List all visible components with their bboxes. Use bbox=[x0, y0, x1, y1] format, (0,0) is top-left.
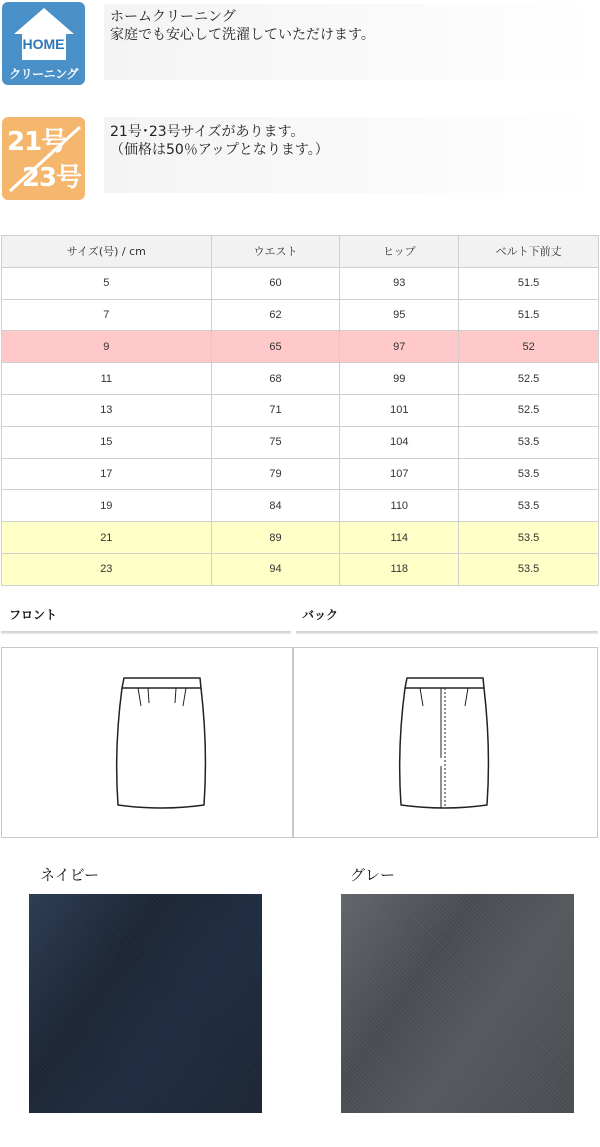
table-row bbox=[2, 458, 599, 490]
cell-front-length: 53.5 bbox=[459, 426, 599, 458]
skirt-front-drawing bbox=[2, 648, 292, 837]
cell-size: 11 bbox=[2, 363, 212, 395]
size-badge-23: 23号 bbox=[21, 163, 81, 193]
table-row bbox=[2, 331, 599, 363]
large-size-title: 21号･23号サイズがあります。 bbox=[110, 124, 305, 140]
home-badge-word: HOME bbox=[22, 36, 65, 52]
front-illustration-panel bbox=[1, 647, 293, 838]
size-chart-table bbox=[1, 235, 599, 586]
cell-size: 9 bbox=[2, 331, 212, 363]
back-view-label: バック bbox=[302, 608, 339, 622]
cell-hip: 95 bbox=[340, 299, 459, 331]
cell-front-length: 52.5 bbox=[459, 394, 599, 426]
cell-hip: 107 bbox=[340, 458, 459, 490]
cell-front-length: 51.5 bbox=[459, 299, 599, 331]
cell-front-length: 52 bbox=[459, 331, 599, 363]
table-row bbox=[2, 363, 599, 395]
home-badge-caption: クリーニング bbox=[9, 67, 78, 81]
cell-front-length: 53.5 bbox=[459, 490, 599, 522]
cell-size: 15 bbox=[2, 426, 212, 458]
size-badge-21: 21号 bbox=[7, 127, 67, 157]
large-size-text bbox=[104, 117, 594, 193]
gray-fabric-swatch[interactable] bbox=[341, 894, 574, 1113]
navy-fabric-swatch[interactable] bbox=[29, 894, 262, 1113]
size-21-23-badge bbox=[2, 117, 85, 200]
cell-hip: 99 bbox=[340, 363, 459, 395]
large-size-note: （価格は50％アップとなります。） bbox=[110, 142, 329, 158]
skirt-back-drawing bbox=[294, 648, 597, 837]
navy-color-label: ネイビー bbox=[40, 866, 100, 884]
cell-hip: 114 bbox=[340, 522, 459, 554]
table-row bbox=[2, 267, 599, 299]
cell-hip: 110 bbox=[340, 490, 459, 522]
cell-size: 5 bbox=[2, 267, 212, 299]
home-cleaning-title: ホームクリーニング bbox=[110, 9, 236, 25]
home-cleaning-description: 家庭でも安心して洗濯していただけます。 bbox=[110, 27, 375, 43]
cell-hip: 118 bbox=[340, 553, 459, 585]
table-row bbox=[2, 490, 599, 522]
house-icon bbox=[12, 6, 76, 62]
gray-color-label: グレー bbox=[350, 866, 396, 884]
cell-hip: 104 bbox=[340, 426, 459, 458]
cell-hip: 93 bbox=[340, 267, 459, 299]
cell-front-length: 53.5 bbox=[459, 553, 599, 585]
header-hip: ヒップ bbox=[340, 236, 459, 268]
front-view-label: フロント bbox=[9, 608, 58, 622]
cell-size: 17 bbox=[2, 458, 212, 490]
back-divider bbox=[296, 631, 598, 634]
cell-waist: 71 bbox=[211, 394, 340, 426]
cell-hip: 101 bbox=[340, 394, 459, 426]
cell-size: 23 bbox=[2, 553, 212, 585]
cell-waist: 94 bbox=[211, 553, 340, 585]
cell-front-length: 52.5 bbox=[459, 363, 599, 395]
home-cleaning-badge bbox=[2, 2, 85, 85]
front-divider bbox=[1, 631, 291, 634]
home-cleaning-text bbox=[104, 4, 594, 80]
cell-size: 13 bbox=[2, 394, 212, 426]
back-illustration-panel bbox=[293, 647, 598, 838]
cell-waist: 89 bbox=[211, 522, 340, 554]
header-waist: ウエスト bbox=[211, 236, 340, 268]
cell-waist: 60 bbox=[211, 267, 340, 299]
cell-size: 21 bbox=[2, 522, 212, 554]
cell-front-length: 53.5 bbox=[459, 522, 599, 554]
header-size: サイズ(号) / cm bbox=[2, 236, 212, 268]
cell-front-length: 51.5 bbox=[459, 267, 599, 299]
cell-front-length: 53.5 bbox=[459, 458, 599, 490]
cell-waist: 79 bbox=[211, 458, 340, 490]
cell-waist: 68 bbox=[211, 363, 340, 395]
cell-size: 19 bbox=[2, 490, 212, 522]
table-row bbox=[2, 299, 599, 331]
cell-hip: 97 bbox=[340, 331, 459, 363]
feature-home-cleaning bbox=[0, 0, 600, 88]
table-row bbox=[2, 394, 599, 426]
cell-size: 7 bbox=[2, 299, 212, 331]
table-header-row bbox=[2, 236, 599, 268]
table-row bbox=[2, 426, 599, 458]
cell-waist: 84 bbox=[211, 490, 340, 522]
cell-waist: 65 bbox=[211, 331, 340, 363]
cell-waist: 62 bbox=[211, 299, 340, 331]
feature-large-size bbox=[0, 115, 600, 203]
header-front-length: ベルト下前丈 bbox=[459, 236, 599, 268]
table-row bbox=[2, 553, 599, 585]
table-row bbox=[2, 522, 599, 554]
cell-waist: 75 bbox=[211, 426, 340, 458]
